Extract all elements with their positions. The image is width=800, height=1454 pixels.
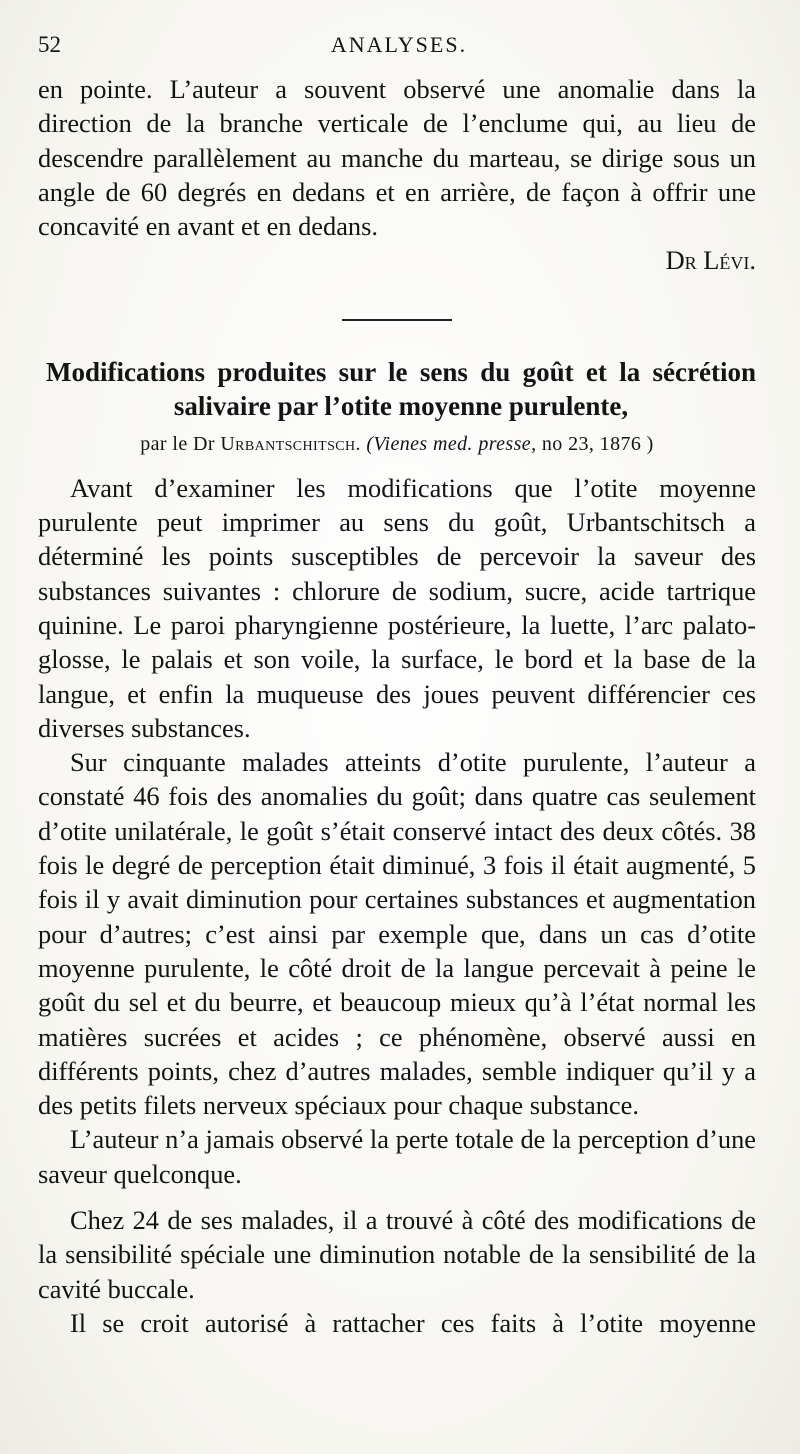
byline-author: Urbantschitsch. [220,432,361,455]
running-head: ANALYSES. [330,32,468,57]
paragraph-5: Il se croit autorisé à rattacher ces faits à l’otite moyenne [70,1307,756,1338]
page-body [38,72,756,1340]
paragraph-4: Chez 24 de ses malades, il a trouvé à côté des modifications de la sensibilité spéciale une diminution notable de la sensibilité de la cavité buccale. [38,1205,756,1304]
first-article-signature: Dr Lévi. [665,245,756,276]
byline-prefix: par le Dr [140,432,221,455]
paragraph-2: Sur cinquante malades atteints d’otite purulente, l’auteur a constaté 46 fois des anomalies du goût; dans quatre cas seulement d’otite unilatérale, le goût s’était conservé intact des deux côtés. 38 fois le degré de perception était diminué, 3 fois il était augmenté, 5 fois il y avait diminution pour certaines substances et augmentation pour d’autres; c’est ainsi par exemple que, dans un cas d’otite moyenne purulente, le côté droit de la langue percevait à peine le goût du sel et du beurre, et beaucoup mieux qu’à l’état normal les matières sucrées et acides ; ce phénomène, observé aussi en différents points, chez d’autres malades, semble indiquer qu’il y a des petits filets nerveux spéciaux pour chaque substance. [38,747,756,1121]
section-divider [342,319,452,321]
paragraph-1: Avant d’examiner les modifications que l’otite moyenne purulente peut imprimer au sens du goût, Urbantschitsch a déterminé les points susceptibles de percevoir la saveur des substances suivantes : chlorure de sodium, sucre, acide tartrique quinine. Le paroi pharyngienne postérieure, la luette, l’arc palato-glosse, le palais et son voile, la surface, le bord et la base de la langue, et enfin la muqueuse des joues peuvent différencier ces diverses substances. [38,472,756,743]
paragraph-3: L’auteur n’a jamais observé la perte totale de la perception d’une saveur quelconque. [38,1124,756,1189]
page-header [38,32,760,66]
article-title: Modifications produites sur le sens du goût et la sécrétion salivaire par l’otite moyenne purulente, [46,356,756,421]
byline-suffix: no 23, 1876 ) [536,432,654,455]
page-number: 52 [38,32,61,57]
byline-source: (Vienes med. presse, [366,432,537,455]
first-article-continuation: en pointe. L’auteur a souvent observé une anomalie dans la direction de la branche verticale de l’enclume qui, au lieu de descendre parallèlement au manche du marteau, se dirige sous un angle de 60 degrés en dedans et en arrière, de façon à offrir une concavité en avant et en dedans. [38,74,756,242]
article-byline [38,431,756,457]
